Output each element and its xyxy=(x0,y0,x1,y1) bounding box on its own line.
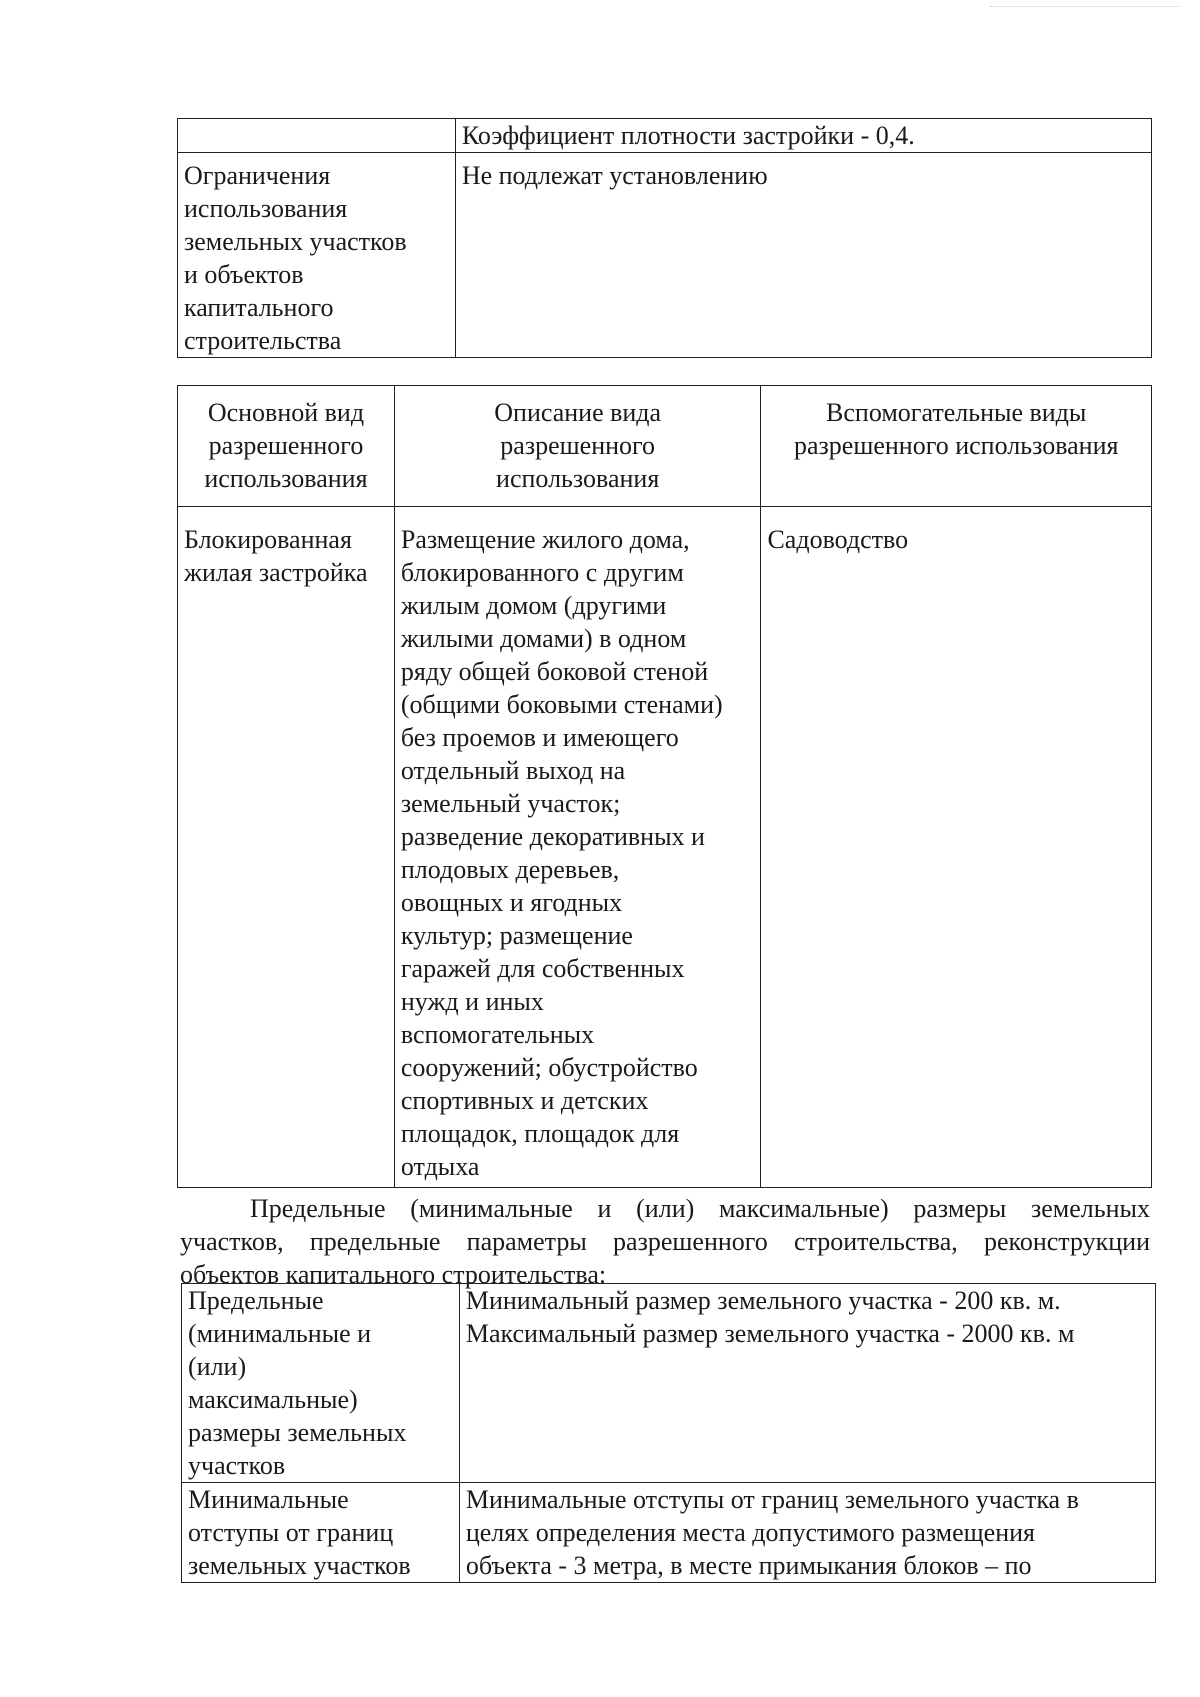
table-cell: Не подлежат установлению xyxy=(455,153,1151,358)
auxiliary-use-cell: Садоводство xyxy=(761,507,1152,1188)
table-cell: Минимальный размер земельного участка - 200 кв. м. Максимальный размер земельного участка - 2000 кв. м xyxy=(459,1284,1155,1483)
restrictions-table xyxy=(177,118,1152,358)
main-use-cell: Блокированная жилая застройка xyxy=(178,507,395,1188)
table-row xyxy=(178,153,1152,358)
description-cell: Размещение жилого дома, блокированного с другим жилым домом (другими жилыми домами) в одном ряду общей боковой стеной (общими боковыми стенами) без проемов и имеющего отдельный выход на земельный участок; разведение декоративных и плодовых деревьев, овощных и ягодных культур; размещение гаражей для собственных нужд и иных вспомогательных сооружений; обустройство спортивных и детских площадок, площадок для отдыха xyxy=(394,507,761,1188)
table-row xyxy=(182,1483,1156,1583)
table-cell: Коэффициент плотности застройки - 0,4. xyxy=(455,119,1151,153)
column-header: Вспомогательные виды разрешенного использования xyxy=(761,386,1152,507)
table-row xyxy=(182,1284,1156,1483)
limits-table xyxy=(181,1283,1156,1583)
body-paragraph: Предельные (минимальные и (или) максимальные) размеры земельных участков, предельные параметры разрешенного строительства, реконструкции объектов капитального строительства: xyxy=(180,1194,1150,1289)
scan-mark xyxy=(990,6,1180,11)
table-cell: Минимальные отступы от границ земельных участков xyxy=(182,1483,460,1583)
table-cell: Ограничения использования земельных участков и объектов капитального строительства xyxy=(178,153,456,358)
column-header: Основной вид разрешенного использования xyxy=(178,386,395,507)
permitted-uses-table xyxy=(177,385,1152,1188)
table-row xyxy=(178,507,1152,1188)
table-cell xyxy=(178,119,456,153)
table-row xyxy=(178,119,1152,153)
column-header: Описание вида разрешенного использования xyxy=(394,386,761,507)
table-header-row xyxy=(178,386,1152,507)
table-cell: Предельные (минимальные и (или) максимальные) размеры земельных участков xyxy=(182,1284,460,1483)
table-cell: Минимальные отступы от границ земельного участка в целях определения места допустимого размещения объекта - 3 метра, в месте примыкания блоков – по xyxy=(459,1483,1155,1583)
